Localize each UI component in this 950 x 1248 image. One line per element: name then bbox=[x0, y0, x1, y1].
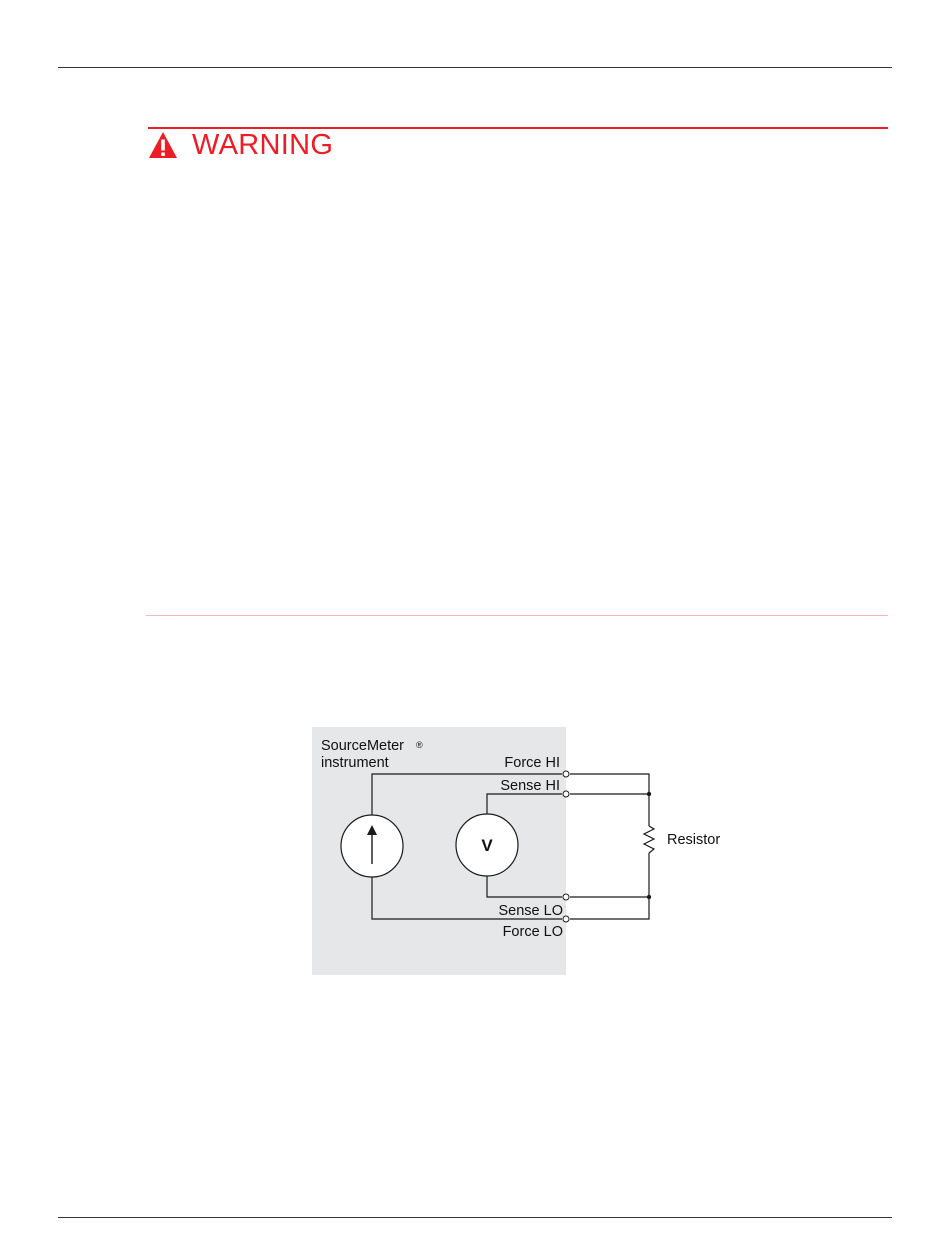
warning-bottom-rule bbox=[146, 615, 888, 616]
resistor-label: Resistor bbox=[667, 832, 721, 848]
warning-heading bbox=[148, 128, 333, 162]
registered-mark: ® bbox=[416, 740, 423, 750]
warning-label: WARNING bbox=[192, 128, 334, 161]
header-rule bbox=[58, 67, 892, 68]
force-hi-label: Force HI bbox=[504, 755, 560, 771]
voltmeter-symbol: V bbox=[481, 836, 493, 855]
warning-triangle-icon bbox=[148, 131, 178, 159]
junction-dot bbox=[647, 895, 651, 899]
footer-rule bbox=[58, 1217, 892, 1218]
force-lo-label: Force LO bbox=[502, 924, 563, 940]
instrument-name: SourceMeter bbox=[321, 738, 405, 754]
instrument-type: instrument bbox=[321, 755, 389, 771]
four-wire-circuit-diagram bbox=[300, 720, 760, 982]
sense-hi-label: Sense HI bbox=[500, 778, 560, 794]
junction-dot bbox=[647, 792, 651, 796]
sense-lo-label: Sense LO bbox=[498, 903, 563, 919]
